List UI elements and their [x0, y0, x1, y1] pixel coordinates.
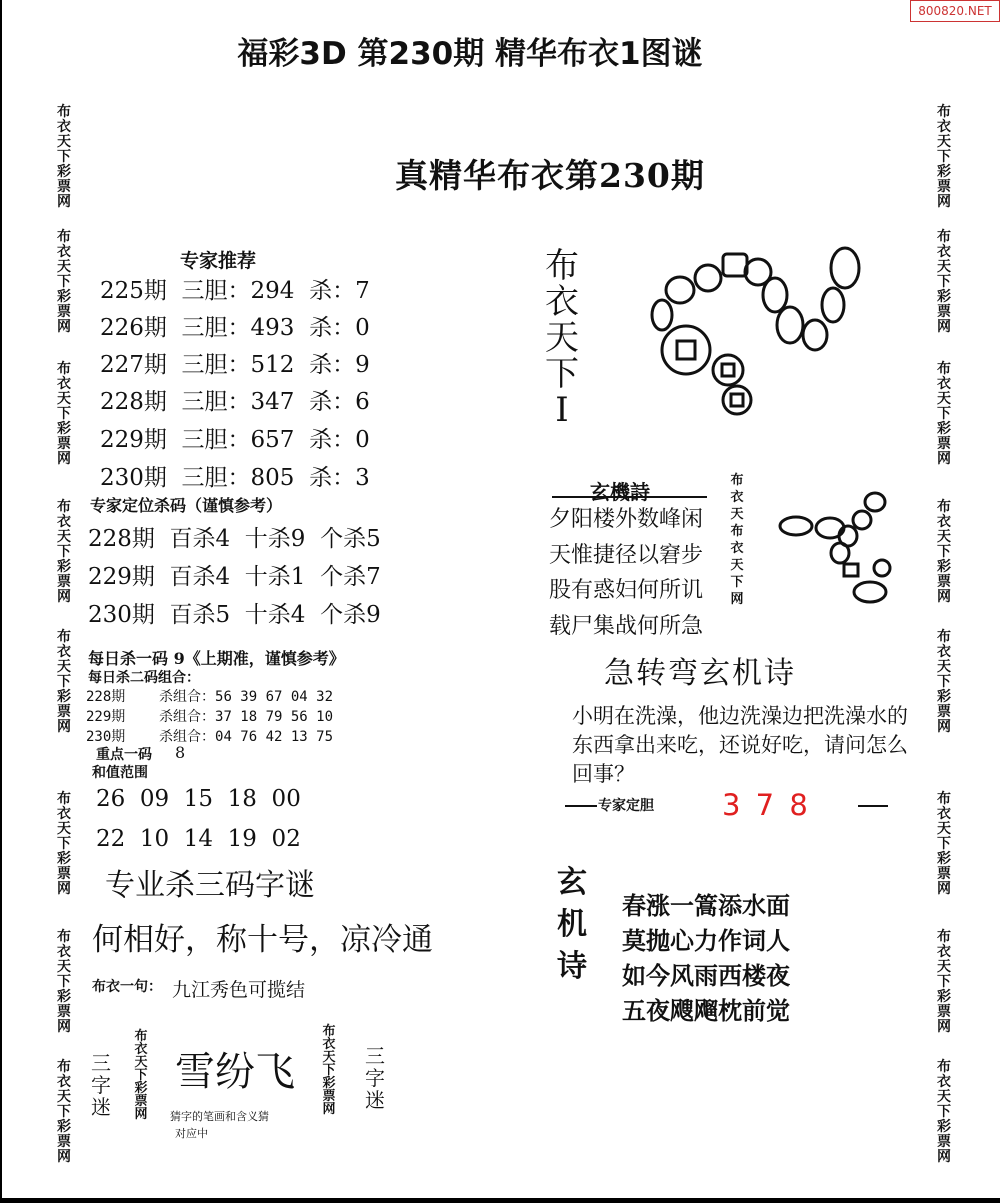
side-char: 天	[57, 959, 71, 975]
side-text-left-8	[50, 1060, 78, 1165]
char: 网	[730, 592, 744, 607]
side-char: 布	[937, 929, 951, 945]
key-code-value: 8	[175, 743, 186, 762]
side-char: 票	[937, 704, 951, 720]
side-char: 票	[57, 1134, 71, 1150]
sum-range-label: 和值范围	[92, 765, 148, 781]
daily-kill-one: 每日杀一码 9《上期准，谨慎参考》	[88, 649, 345, 668]
char: 字	[91, 1073, 111, 1097]
xuanji-line: 如今风雨西楼夜	[622, 962, 790, 990]
char: 下	[730, 575, 744, 590]
side-char: 布	[937, 499, 951, 515]
period: 227期	[100, 352, 167, 378]
sha: 杀：9	[309, 352, 370, 378]
side-char: 票	[57, 866, 71, 882]
side-char: 彩	[937, 989, 951, 1005]
side-char: 票	[937, 304, 951, 320]
side-char: 票	[57, 574, 71, 590]
side-char: 衣	[57, 244, 71, 260]
side-text-left-7	[50, 930, 78, 1035]
side-char: 布	[937, 361, 951, 377]
side-char: 下	[57, 836, 71, 852]
dan: 三胆：657	[181, 427, 295, 453]
dan-line-right	[858, 805, 888, 807]
side-char: 票	[937, 1004, 951, 1020]
period: 228期	[88, 526, 155, 552]
side-char: 票	[57, 436, 71, 452]
side-text-right-2	[930, 230, 958, 335]
side-char: 下	[937, 674, 951, 690]
side-char: 彩	[937, 289, 951, 305]
side-char: 网	[937, 451, 951, 467]
side-char: 票	[937, 179, 951, 195]
sha: 杀：7	[309, 278, 370, 304]
side-char: 网	[57, 194, 71, 210]
riddle-left-label	[86, 1052, 116, 1118]
side-char: 下	[57, 406, 71, 422]
side-char: 布	[322, 1024, 336, 1039]
daily-kill-row	[86, 706, 333, 726]
issue-subtitle: 真精华布衣第230期	[395, 156, 705, 195]
side-char: 下	[937, 974, 951, 990]
side-char: 票	[57, 1004, 71, 1020]
expert-dan-label: 专家定胆	[598, 798, 654, 814]
side-char: 下	[57, 544, 71, 560]
char: 迷	[91, 1095, 111, 1119]
side-char: 下	[937, 274, 951, 290]
side-char: 网	[937, 589, 951, 605]
shi: 十杀1	[244, 564, 306, 590]
one-line-text: 九江秀色可揽结	[172, 979, 306, 1001]
side-char: 天	[937, 391, 951, 407]
position-kill-row	[88, 596, 381, 634]
position-kill-table	[88, 520, 381, 634]
side-char: 下	[57, 274, 71, 290]
dan-line-left	[565, 805, 597, 807]
side-text-right-5	[930, 630, 958, 735]
side-char: 彩	[937, 851, 951, 867]
ge: 个杀5	[320, 526, 381, 552]
position-kill-row	[88, 520, 381, 558]
side-char: 天	[57, 529, 71, 545]
dan: 三胆：805	[181, 465, 295, 491]
riddle-center-text: 雪纷飞	[175, 1049, 295, 1095]
side-char: 票	[937, 1134, 951, 1150]
side-char: 布	[937, 1059, 951, 1075]
ge: 个杀9	[320, 602, 381, 628]
side-text-left-4	[50, 500, 78, 605]
side-char: 彩	[937, 559, 951, 575]
side-char: 下	[57, 1104, 71, 1120]
dan: 三胆：512	[181, 352, 295, 378]
side-char: 下	[937, 406, 951, 422]
side-char: 网	[322, 1102, 336, 1117]
side-char: 布	[937, 791, 951, 807]
side-char: 衣	[57, 1074, 71, 1090]
char: 字	[365, 1066, 385, 1090]
side-char: 天	[57, 391, 71, 407]
riddle-kill-text: 何相好，称十号，凉冷通	[92, 922, 433, 958]
side-char: 票	[57, 304, 71, 320]
coin-cluster-illustration	[770, 488, 900, 608]
side-char: 天	[57, 134, 71, 150]
side-char: 衣	[57, 944, 71, 960]
site-watermark: 800820.NET	[910, 0, 1000, 22]
one-line-label: 布衣一句：	[92, 979, 162, 995]
char: 衣	[545, 282, 579, 322]
dan: 三胆：294	[181, 278, 295, 304]
sum-range-row-1: 26 09 15 18 00	[96, 786, 301, 812]
shi: 十杀9	[244, 526, 306, 552]
char: 诗	[557, 949, 587, 984]
period: 229期	[88, 564, 155, 590]
xuanji-line: 春涨一篙添水面	[622, 892, 790, 920]
char: 天	[730, 507, 744, 522]
expert-table	[100, 272, 370, 496]
side-char: 天	[134, 1055, 148, 1070]
period: 228期	[100, 389, 167, 415]
side-char: 天	[322, 1050, 336, 1065]
side-char: 网	[57, 881, 71, 897]
side-char: 网	[57, 719, 71, 735]
daily-kill-row	[86, 686, 333, 706]
side-char: 彩	[57, 689, 71, 705]
side-char: 彩	[57, 289, 71, 305]
side-char: 票	[57, 179, 71, 195]
position-kill-row	[88, 558, 381, 596]
side-char: 衣	[57, 806, 71, 822]
period: 226期	[100, 315, 167, 341]
side-char: 衣	[57, 376, 71, 392]
position-kill-heading: 专家定位杀码（谨慎参考）	[90, 496, 283, 515]
dan: 三胆：347	[181, 389, 295, 415]
side-char: 布	[57, 1059, 71, 1075]
side-char: 天	[937, 959, 951, 975]
side-char: 彩	[937, 1119, 951, 1135]
bai: 百杀5	[169, 602, 231, 628]
side-text-right-3	[930, 362, 958, 467]
side-char: 彩	[57, 421, 71, 437]
char: 玄	[557, 865, 587, 900]
side-char: 彩	[57, 1119, 71, 1135]
side-char: 天	[937, 1089, 951, 1105]
side-text-right-8	[930, 1060, 958, 1165]
ge: 个杀7	[320, 564, 381, 590]
side-char: 网	[937, 881, 951, 897]
side-char: 天	[57, 1089, 71, 1105]
char: 衣	[730, 541, 744, 556]
period: 228期	[86, 689, 126, 705]
poem-line: 股有惑妇何所讥	[549, 578, 704, 603]
big-vertical-text	[540, 248, 584, 428]
riddle-hint-1: 猜字的笔画和含义猜	[170, 1110, 269, 1123]
side-char: 网	[937, 194, 951, 210]
expert-heading: 专家推荐	[180, 250, 257, 272]
side-char: 票	[322, 1089, 336, 1104]
poem-line: 夕阳楼外数峰闲	[549, 507, 704, 532]
expert-row	[100, 459, 370, 496]
side-char: 彩	[57, 164, 71, 180]
bead-chain-illustration	[640, 240, 870, 430]
side-char: 衣	[937, 514, 951, 530]
side-char: 衣	[937, 244, 951, 260]
side-char: 天	[937, 529, 951, 545]
side-char: 衣	[57, 119, 71, 135]
side-char: 天	[937, 659, 951, 675]
side-char: 衣	[57, 644, 71, 660]
sha: 杀：6	[309, 389, 370, 415]
side-char: 天	[57, 259, 71, 275]
side-char: 衣	[57, 514, 71, 530]
mystery-poem-side	[726, 472, 748, 608]
char: 下	[545, 354, 579, 394]
side-char: 衣	[134, 1042, 148, 1057]
side-char: 天	[57, 821, 71, 837]
poem-line: 天惟捷径以窘步	[549, 542, 704, 568]
daily-kill-table	[86, 686, 333, 746]
side-char: 布	[57, 104, 71, 120]
side-char: 网	[57, 589, 71, 605]
side-char: 网	[57, 1019, 71, 1035]
side-char: 网	[57, 319, 71, 335]
side-char: 网	[937, 1149, 951, 1165]
side-char: 布	[57, 361, 71, 377]
side-char: 票	[937, 574, 951, 590]
char: 布	[730, 524, 744, 539]
side-char: 彩	[57, 559, 71, 575]
riddle-right-label	[360, 1045, 390, 1111]
side-text-left-5	[50, 630, 78, 735]
side-char: 彩	[937, 164, 951, 180]
side-char: 网	[937, 719, 951, 735]
poem-line: 载尸集战何所急	[549, 613, 704, 639]
side-char: 衣	[937, 644, 951, 660]
side-char: 布	[57, 929, 71, 945]
dan: 三胆：493	[181, 315, 295, 341]
side-char: 彩	[57, 851, 71, 867]
key-code-label: 重点一码	[96, 747, 152, 763]
side-char: 布	[937, 229, 951, 245]
period: 225期	[100, 278, 167, 304]
expert-row	[100, 421, 370, 459]
side-char: 下	[134, 1068, 148, 1083]
char: 天	[545, 318, 579, 358]
combo: 杀组合：04 76 42 13 75	[159, 729, 334, 745]
side-text-left-1	[50, 105, 78, 210]
side-char: 布	[57, 629, 71, 645]
combo: 杀组合：56 39 67 04 32	[159, 689, 334, 705]
daily-kill-row	[86, 726, 333, 746]
side-char: 布	[937, 629, 951, 645]
side-char: 衣	[937, 944, 951, 960]
turn-poem-text: 小明在洗澡，他边洗澡边把洗澡水的东西拿出来吃，还说好吃，请问怎么回事？	[572, 704, 908, 786]
side-char: 票	[134, 1094, 148, 1109]
turn-poem-heading: 急转弯玄机诗	[604, 656, 796, 691]
side-char: 衣	[937, 1074, 951, 1090]
mystery-poem-heading: 玄機詩	[590, 480, 650, 504]
side-text-right-1	[930, 105, 958, 210]
side-char: 布	[57, 791, 71, 807]
xuanji-line: 莫抛心力作词人	[622, 927, 790, 955]
xuanji-label	[552, 862, 592, 988]
side-char: 衣	[937, 119, 951, 135]
char: 机	[557, 907, 587, 942]
period: 230期	[88, 602, 155, 628]
mystery-poem-underline	[552, 496, 707, 498]
side-char: 下	[937, 1104, 951, 1120]
expert-row	[100, 272, 370, 309]
daily-kill-two-heading: 每日杀二码组合：	[88, 670, 200, 686]
side-char: 网	[134, 1107, 148, 1122]
side-char: 网	[937, 1019, 951, 1035]
side-text-left-6	[50, 792, 78, 897]
side-char: 布	[937, 104, 951, 120]
xuanji-lines	[622, 886, 790, 1026]
side-char: 彩	[937, 689, 951, 705]
period: 230期	[86, 729, 126, 745]
side-text-right-6	[930, 792, 958, 897]
expert-row	[100, 346, 370, 383]
sha: 杀：0	[309, 315, 370, 341]
bai: 百杀4	[169, 564, 231, 590]
period: 230期	[100, 465, 167, 491]
side-char: 下	[937, 544, 951, 560]
side-char: 彩	[937, 421, 951, 437]
char: 布	[545, 246, 579, 286]
combo: 杀组合：37 18 79 56 10	[159, 709, 334, 725]
side-char: 下	[937, 836, 951, 852]
side-char: 票	[937, 436, 951, 452]
riddle-mini-side-right	[318, 1025, 340, 1116]
side-char: 票	[937, 866, 951, 882]
riddle-hint-2: 对应中	[175, 1127, 208, 1140]
side-text-right-7	[930, 930, 958, 1035]
side-char: 衣	[937, 376, 951, 392]
char: 三	[91, 1051, 111, 1075]
side-char: 布	[57, 229, 71, 245]
side-char: 下	[937, 149, 951, 165]
side-char: 彩	[134, 1081, 148, 1096]
side-char: 网	[57, 451, 71, 467]
side-char: 天	[937, 259, 951, 275]
expert-dan-value: 3 7 8	[722, 788, 811, 822]
sum-range-row-2: 22 10 14 19 02	[96, 826, 301, 852]
side-char: 网	[57, 1149, 71, 1165]
side-char: 下	[57, 149, 71, 165]
expert-row	[100, 309, 370, 346]
side-char: 布	[57, 499, 71, 515]
side-char: 天	[57, 659, 71, 675]
sha: 杀：3	[309, 465, 370, 491]
period: 229期	[86, 709, 126, 725]
riddle-mini-side-left	[130, 1030, 152, 1121]
xuanji-line: 五夜飕飗枕前觉	[622, 997, 790, 1025]
side-text-right-4	[930, 500, 958, 605]
side-char: 票	[57, 704, 71, 720]
side-char: 下	[57, 974, 71, 990]
side-char: 彩	[322, 1076, 336, 1091]
char: 三	[365, 1044, 385, 1068]
side-text-left-2	[50, 230, 78, 335]
side-char: 下	[57, 674, 71, 690]
char: 衣	[730, 490, 744, 505]
side-char: 衣	[937, 806, 951, 822]
side-char: 天	[937, 134, 951, 150]
side-char: 彩	[57, 989, 71, 1005]
side-char: 天	[937, 821, 951, 837]
char: 天	[730, 558, 744, 573]
char: 迷	[365, 1088, 385, 1112]
side-char: 下	[322, 1063, 336, 1078]
side-text-left-3	[50, 362, 78, 467]
char: 布	[730, 473, 744, 488]
shi: 十杀4	[244, 602, 306, 628]
riddle-kill-heading: 专业杀三码字谜	[105, 868, 315, 903]
side-char: 网	[937, 319, 951, 335]
mystery-poem-lines	[549, 502, 703, 644]
char: I	[555, 390, 569, 430]
bai: 百杀4	[169, 526, 231, 552]
period: 229期	[100, 427, 167, 453]
expert-row	[100, 383, 370, 421]
page-title: 福彩3D 第230期 精华布衣1图谜	[237, 36, 703, 72]
side-char: 衣	[322, 1037, 336, 1052]
sha: 杀：0	[309, 427, 370, 453]
side-char: 布	[134, 1029, 148, 1044]
